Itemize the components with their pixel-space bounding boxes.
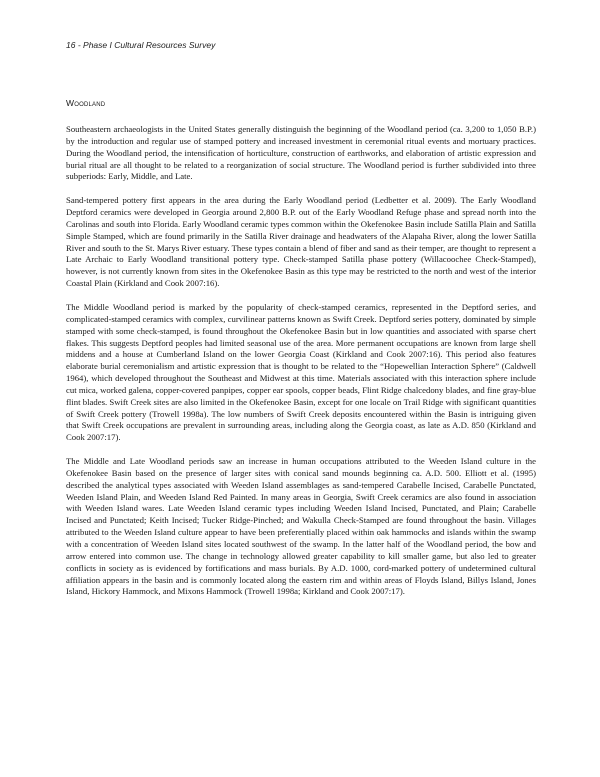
section-heading: Woodland (66, 98, 106, 108)
paragraph-intro: Southeastern archaeologists in the United States generally distinguish the beginning of the Woodland period (ca. 3,200 to 1,050 B.P.) by the introduction and regular use of stamped pottery and increased investment in ceremonial ritual events and mortuary practices. During the Woodland period, the intensification of horticulture, construction of earthworks, and elaboration of artistic expression and burial ritual are all thought to be related to a reorganization of social structure. The Woodland period is further subdivided into three subperiods: Early, Middle, and Late. (66, 124, 536, 182)
page-number: 16 (66, 40, 76, 50)
header-separator: - (75, 40, 84, 50)
paragraph-late-woodland: The Middle and Late Woodland periods saw an increase in human occupations attributed to the Weeden Island culture in the Okefenokee Basin based on the presence of larger sites with conical sand mounds beginning ca. A.D. 500. Elliott et al. (1995) described the analytical types associated with Weeden Island assemblages as sand-tempered Carabelle Incised, Carabelle Punctated, Weeden Island Plain, and Weeden Island Red Painted. In many areas in Georgia, Swift Creek ceramics are also found in association with Weeden Island wares. Late Weeden Island ceramic types including Weeden Island Incised, Punctated, and Plain; Carabelle Incised and Punctated; Keith Incised; Tucker Ridge-Pinched; and Wakulla Check-Stamped are found throughout the basin. Villages attributed to the Weeden Island culture appear to have been preferentially placed within oak hammocks and islands within the swamp with a concentration of Weeden Island sites located southwest of the swamp. In the latter half of the Woodland period, the bow and arrow entered into common use. The change in technology allowed greater capability to kill smaller game, but also led to greater conflicts in society as is evidenced by fortifications and mass burials. By A.D. 1000, cord-marked pottery of undetermined cultural affiliation appears in the basin and is commonly located along the eastern rim and within areas of Floyds Island, Billys Island, Jones Island, Hickory Hammock, and Mixons Hammock (Trowell 1998a; Kirkland and Cook 2007:17). (66, 456, 536, 597)
body-text (66, 124, 536, 610)
paragraph-early-woodland: Sand-tempered pottery first appears in the area during the Early Woodland period (Ledbetter et al. 2009). The Early Woodland Deptford ceramics were developed in Georgia around 2,800 B.P. out of the Early Woodland Refuge phase and spread north into the Carolinas and south into Florida. Early Woodland ceramic types common within the Okefenokee Basin include Satilla Plain and Satilla Simple Stamped, which are found primarily in the Satilla River drainage and headwaters of the Alapaha River, along the lower Satilla River and south to the St. Marys River estuary. These types contain a blend of fiber and sand as their temper, are thought to represent a Late Archaic to Early Woodland transitional pottery type. Check-stamped Satilla phase pottery (Willacoochee Check-Stamped), however, is not currently known from sites in the Okefenokee Basin as this type may be restricted to the north and west of the interior Coastal Plain (Kirkland and Cook 2007:16). (66, 195, 536, 289)
running-header (66, 40, 215, 50)
report-title: Phase I Cultural Resources Survey (83, 40, 216, 50)
paragraph-middle-woodland: The Middle Woodland period is marked by the popularity of check-stamped ceramics, represented in the Deptford series, and complicated-stamped ceramics with complex, curvilinear patterns known as Swift Creek. Deptford series pottery, dominated by simple stamped with some check-stamped, is found throughout the Okefenokee Basin but in low quantities and associated with sparse chert flakes. This suggests Deptford peoples had limited seasonal use of the area. More permanent occupations are known from large shell middens and a house at Cumberland Island on the lower Georgia Coast (Kirkland and Cook 2007:16). This period also features elaborate burial ceremonialism and artistic expression that is thought to be related to the “Hopewellian Interaction Sphere” (Caldwell 1964), which developed throughout the Southeast and Midwest at this time. Materials associated with this interaction sphere include cut mica, worked galena, copper-covered panpipes, copper ear spools, copper beads, Flint Ridge chalcedony blades, and fine gray-blue flint blades. Swift Creek sites are also limited in the Okefenokee Basin, except for one locale on Trail Ridge with significant quantities of Swift Creek pottery (Trowell 1998a). The low numbers of Swift Creek deposits encountered within the Basin is intriguing given that Swift Creek occupations are prevalent in surrounding areas, including along the Georgia coast, as late as A.D. 850 (Kirkland and Cook 2007:17). (66, 301, 536, 443)
